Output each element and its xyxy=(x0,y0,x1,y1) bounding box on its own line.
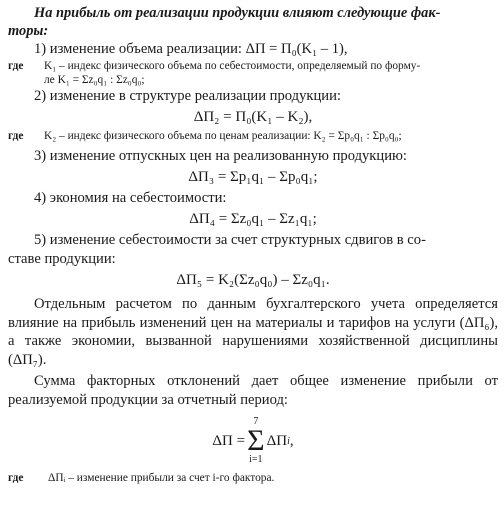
sum-lhs: ΔП = xyxy=(212,432,246,449)
factor-1-note xyxy=(8,59,498,87)
factor-5-formula: ΔП₅ = K₂(Σz₀q₀) – Σz₀q₁. xyxy=(176,272,330,288)
factor-1-note-line-2: ле K₁ = Σz₀q₁ : Σz₀q₀; xyxy=(44,74,145,86)
factor-1-note-line-1: K₁ – индекс физического объема по себестоимости, определяемый по форму- xyxy=(44,60,421,72)
note-label: где xyxy=(8,472,24,484)
paragraph-separate-calculation: Отдельным расчетом по данным бухгалтерского учета определяется влияние на прибыль изменений цен на материалы и тарифов на услуги (ΔП₆), а также экономии, вызванной нарушениями хозяйственной дисциплины (ΔП₇). xyxy=(8,296,498,368)
note-label: где xyxy=(8,130,24,142)
final-note-text: ΔПᵢ – изменение прибыли за счет i-го фактора. xyxy=(48,472,275,484)
factor-4-title: 4) экономия на себестоимости: xyxy=(34,190,227,206)
sum-rhs: ΔП xyxy=(266,432,288,449)
factor-2-note-line-1: K₂ – индекс физического объема по ценам реализации: K₂ = Σp₀q₁ : Σp₀q₀; xyxy=(44,130,402,142)
sum-rhs-subscript: i xyxy=(287,435,290,447)
intro-line-2: торы: xyxy=(8,23,49,39)
factor-1-title: 1) изменение объема реализации: ΔП = П₀(K₁ – 1), xyxy=(34,41,348,57)
sum-lower-limit: i=1 xyxy=(249,454,263,465)
note-label: где xyxy=(8,60,24,72)
final-note xyxy=(8,471,498,485)
paragraph-sum-of-factors: Сумма факторных отклонений дает общее изменение прибыли от реализуемой продукции за отчетный период: xyxy=(8,373,498,408)
factor-3-formula: ΔП₃ = Σp₁q₁ – Σp₀q₁; xyxy=(188,169,318,185)
factor-5-title-line-1: 5) изменение себестоимости за счет структурных сдвигов в со- xyxy=(34,232,426,248)
sum-upper-limit: 7 xyxy=(253,416,259,427)
factor-2-formula: ΔП₂ = П₀(K₁ – K₂), xyxy=(193,109,313,125)
intro-line-1: На прибыль от реализации продукции влияют следующие фак- xyxy=(34,5,441,21)
factor-5-title-line-2: ставе продукции: xyxy=(8,251,116,267)
factor-4-formula: ΔП₄ = Σz₀q₁ – Σz₁q₁; xyxy=(189,211,317,227)
summation xyxy=(247,417,264,465)
sigma-symbol: Σ xyxy=(247,424,265,457)
factor-2-title: 2) изменение в структуре реализации продукции: xyxy=(34,88,341,104)
factor-2-note xyxy=(8,129,498,143)
factor-3-title: 3) изменение отпускных цен на реализованную продукцию: xyxy=(34,148,407,164)
sum-formula xyxy=(8,415,498,467)
sum-end: , xyxy=(289,432,294,449)
